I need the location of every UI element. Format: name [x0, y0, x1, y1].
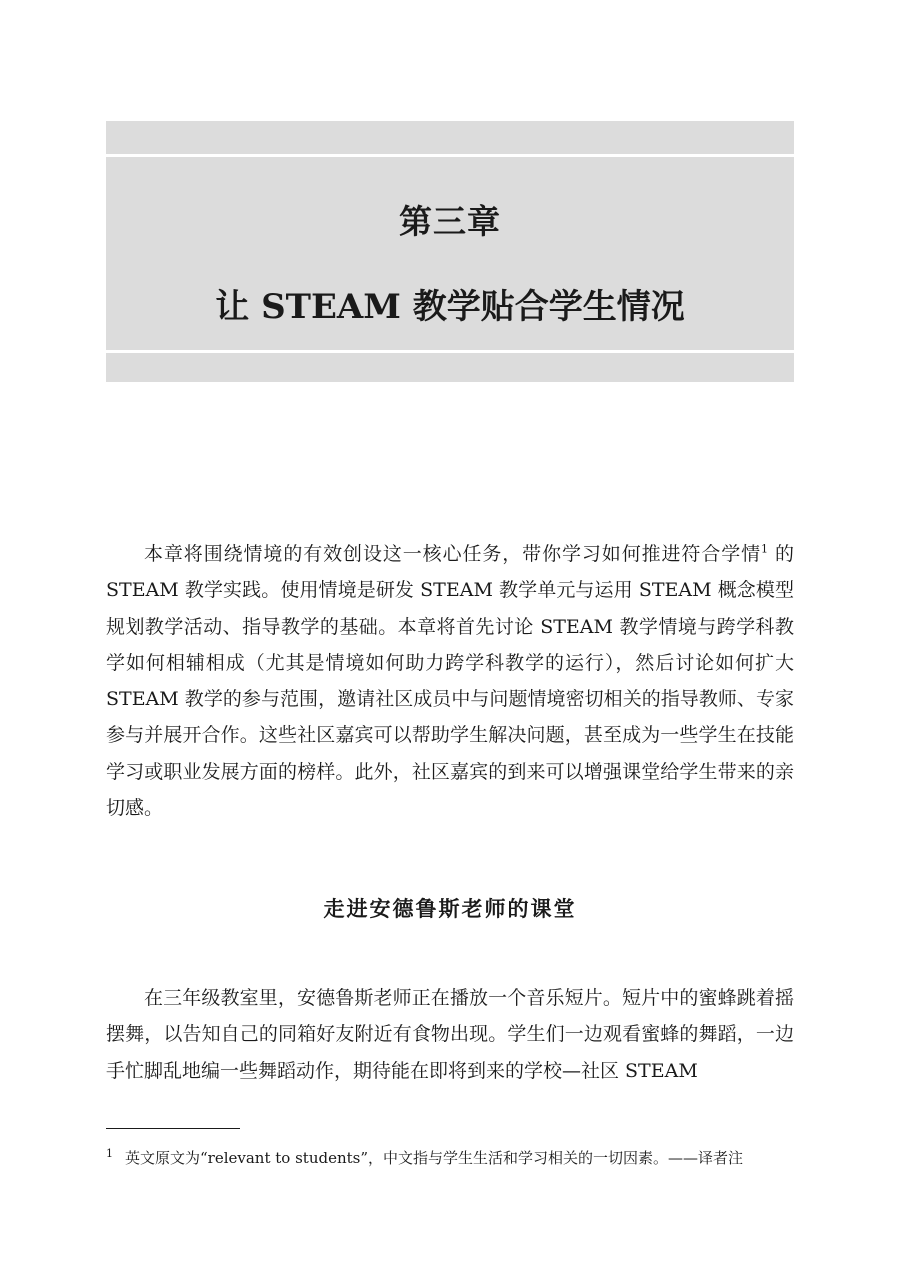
section-heading: 走进安德鲁斯老师的课堂 — [323, 897, 577, 921]
footnote-divider — [106, 1128, 240, 1129]
chapter-banner — [106, 121, 794, 382]
banner-top-line — [106, 154, 794, 157]
footnote — [106, 1146, 794, 1170]
banner-bottom-line — [106, 350, 794, 353]
intro-text-end: 的STEAM 教学实践。使用情境是研发 STEAM 教学单元与运用 STEAM 概念模型规划教学活动、指导教学的基础。本章将首先讨论 STEAM 教学情境与跨学科教学如何相辅相成（尤其是情境如何助力跨学科教学的运行），然后讨论如何扩大 STEAM 教学的参与范围，邀请社区成员中与问题情境密切相关的指导教师、专家参与并展开合作。这些社区嘉宾可以帮助学生解决问题，甚至成为一些学生在技能学习或职业发展方面的榜样。此外，社区嘉宾的到来可以增强课堂给学生带来的亲切感。 — [106, 543, 794, 820]
footnote-text: 英文原文为“relevant to students”，中文指与学生生活和学习相关的一切因素。——译者注 — [125, 1149, 744, 1167]
scene-paragraph: 在三年级教室里，安德鲁斯老师正在播放一个音乐短片。短片中的蜜蜂跳着摇摆舞，以告知自己的同箱好友附近有食物出现。学生们一边观看蜜蜂的舞蹈，一边手忙脚乱地编一些舞蹈动作，期待能在即将到来的学校—社区 STEAM — [106, 987, 794, 1082]
intro-paragraph — [106, 536, 794, 826]
chapter-title: 让 STEAM 教学贴合学生情况 — [215, 287, 685, 327]
footnote-number: 1 — [106, 1147, 113, 1160]
chapter-number: 第三章 — [399, 202, 501, 241]
intro-text-start: 本章将围绕情境的有效创设这一核心任务，带你学习如何推进符合学情 — [144, 543, 762, 565]
footnote-reference[interactable]: 1 — [761, 542, 769, 556]
